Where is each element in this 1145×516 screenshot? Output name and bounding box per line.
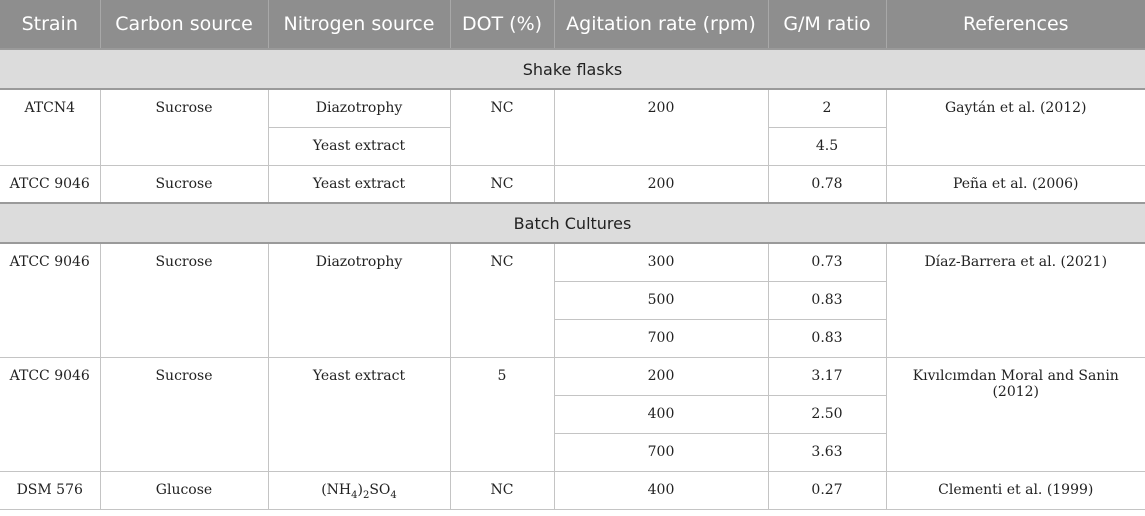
cell-nitrogen: Yeast extract [268, 357, 450, 471]
header-references: References [886, 0, 1145, 49]
formula-subscript: 4 [390, 489, 397, 501]
cell-gm: 0.83 [768, 281, 886, 319]
cell-gm: 0.83 [768, 319, 886, 357]
table-row [0, 243, 1145, 281]
formula-subscript: 2 [362, 489, 370, 501]
header-strain: Strain [0, 0, 100, 49]
header-agitation-rate: Agitation rate (rpm) [554, 0, 768, 49]
cell-reference: Kıvılcımdan Moral and Sanin (2012) [886, 357, 1145, 471]
header-row [0, 0, 1145, 49]
cell-dot: 5 [450, 357, 554, 471]
cell-carbon: Sucrose [100, 243, 268, 357]
cell-carbon: Sucrose [100, 357, 268, 471]
table-row [0, 89, 1145, 127]
cell-carbon: Glucose [100, 471, 268, 509]
cell-agitation: 200 [554, 357, 768, 395]
cell-gm: 0.73 [768, 243, 886, 281]
cell-gm: 0.27 [768, 471, 886, 509]
table-row [0, 471, 1145, 509]
cell-strain: ATCC 9046 [0, 357, 100, 471]
cell-agitation: 200 [554, 165, 768, 203]
header-carbon-source: Carbon source [100, 0, 268, 49]
cell-agitation: 200 [554, 89, 768, 165]
cell-nitrogen: Diazotrophy [268, 243, 450, 357]
cell-reference: Gaytán et al. (2012) [886, 89, 1145, 165]
header-nitrogen-source: Nitrogen source [268, 0, 450, 49]
cell-gm: 2 [768, 89, 886, 127]
cell-gm: 3.17 [768, 357, 886, 395]
cell-agitation: 400 [554, 471, 768, 509]
section-row-batch-cultures [0, 203, 1145, 243]
cell-strain: ATCC 9046 [0, 243, 100, 357]
cell-nitrogen: Yeast extract [268, 165, 450, 203]
cell-strain: DSM 576 [0, 471, 100, 509]
cell-carbon: Sucrose [100, 165, 268, 203]
formula-part: (NH [321, 481, 352, 498]
cell-gm: 4.5 [768, 127, 886, 165]
cell-dot: NC [450, 89, 554, 165]
cell-reference: Clementi et al. (1999) [886, 471, 1145, 509]
cell-reference: Peña et al. (2006) [886, 165, 1145, 203]
section-title: Batch Cultures [0, 203, 1145, 243]
cell-gm: 3.63 [768, 433, 886, 471]
cell-nitrogen: Diazotrophy [268, 89, 450, 127]
cell-dot: NC [450, 165, 554, 203]
cell-dot: NC [450, 471, 554, 509]
header-gm-ratio: G/M ratio [768, 0, 886, 49]
cell-strain: ATCN4 [0, 89, 100, 165]
section-title: Shake flasks [0, 49, 1145, 89]
cell-gm: 2.50 [768, 395, 886, 433]
formula-part: ) [357, 481, 363, 498]
cell-dot: NC [450, 243, 554, 357]
cell-nitrogen [268, 471, 450, 509]
cell-gm: 0.78 [768, 165, 886, 203]
cell-carbon: Sucrose [100, 89, 268, 165]
cell-agitation: 300 [554, 243, 768, 281]
cell-agitation: 400 [554, 395, 768, 433]
cell-strain: ATCC 9046 [0, 165, 100, 203]
cell-reference: Díaz-Barrera et al. (2021) [886, 243, 1145, 357]
section-row-shake-flasks [0, 49, 1145, 89]
table-row [0, 357, 1145, 395]
cell-agitation: 700 [554, 319, 768, 357]
cell-agitation: 500 [554, 281, 768, 319]
cell-nitrogen: Yeast extract [268, 127, 450, 165]
cell-agitation: 700 [554, 433, 768, 471]
table-row [0, 165, 1145, 203]
formula-subscript: 4 [351, 489, 358, 501]
header-dot: DOT (%) [450, 0, 554, 49]
formula-part: SO [369, 481, 391, 498]
